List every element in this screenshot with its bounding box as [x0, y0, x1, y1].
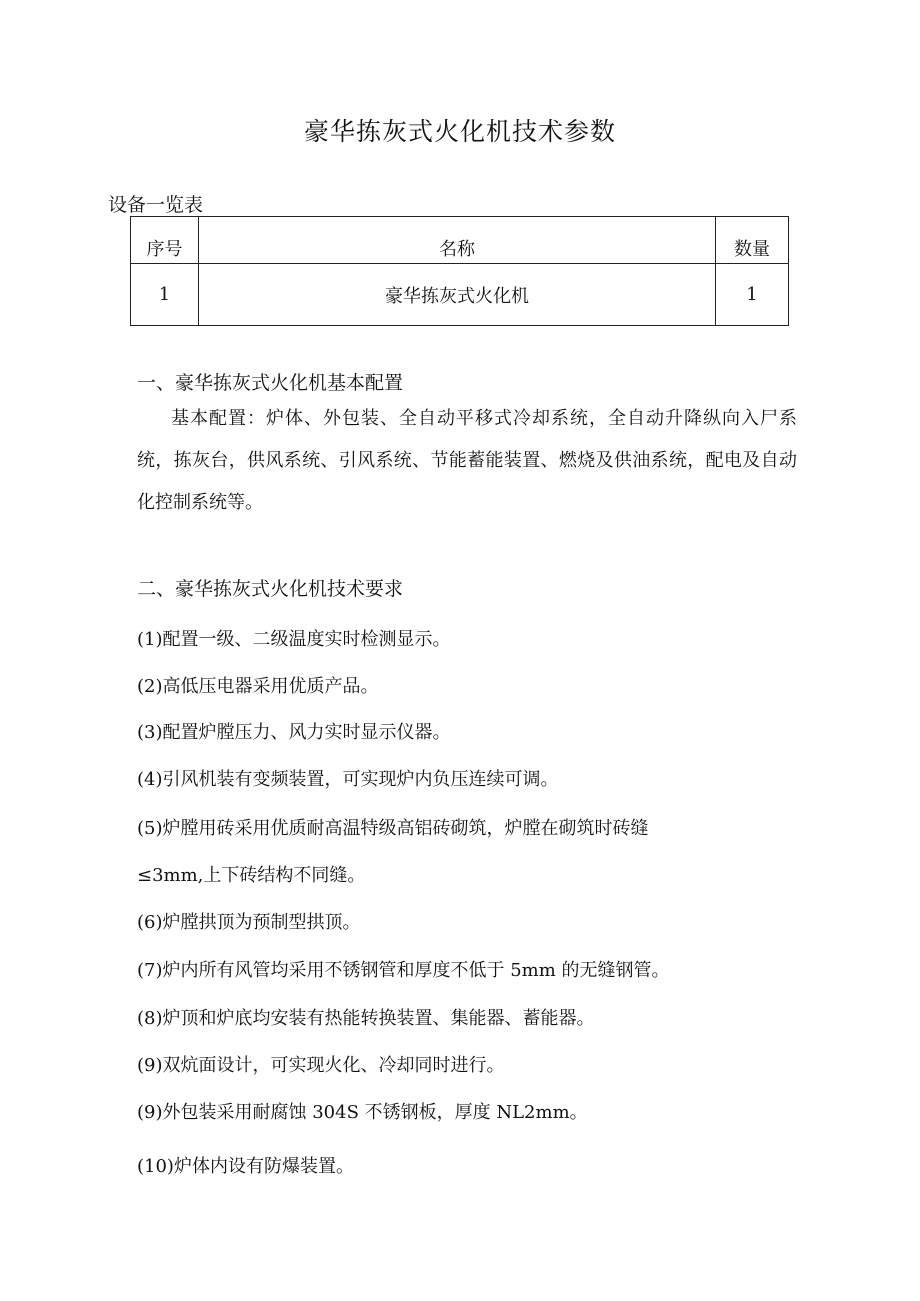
table-header-row	[131, 217, 789, 264]
cell-no: 1	[131, 264, 199, 326]
equipment-table	[130, 216, 789, 326]
requirement-item: (2)高低压电器采用优质产品。	[137, 676, 379, 697]
page-title: 豪华拣灰式火化机技术参数	[303, 117, 616, 146]
cell-qty: 1	[716, 264, 789, 326]
section1-heading: 一、豪华拣灰式火化机基本配置	[137, 372, 404, 394]
requirement-item: (1)配置一级、二级温度实时检测显示。	[137, 629, 451, 650]
requirement-item: (9)双炕面设计，可实现火化、冷却同时进行。	[137, 1055, 505, 1076]
header-no: 序号	[131, 217, 199, 264]
section2-heading: 二、豪华拣灰式火化机技术要求	[137, 578, 404, 600]
requirement-item: (4)引风机装有变频装置，可实现炉内负压连续可调。	[137, 769, 559, 790]
requirement-item: (3)配置炉膛压力、风力实时显示仪器。	[137, 722, 451, 743]
section1-paragraph: 基本配置：炉体、外包装、全自动平移式冷却系统，全自动升降纵向入尸系统，拣灰台，供风系统、引风系统、节能蓄能装置、燃烧及供油系统，配电及自动化控制系统等。	[137, 408, 797, 513]
requirement-item: (9)外包装采用耐腐蚀 304S 不锈钢板，厚度 NL2mm。	[137, 1102, 588, 1123]
table-row	[131, 264, 789, 326]
cell-name: 豪华拣灰式火化机	[199, 264, 716, 326]
requirement-item: (7)炉内所有风管均采用不锈钢管和厚度不低于 5mm 的无缝钢管。	[137, 960, 670, 981]
requirement-item: (8)炉顶和炉底均安装有热能转换装置、集能器、蓄能器。	[137, 1008, 595, 1029]
requirement-item: (10)炉体内设有防爆装置。	[137, 1156, 354, 1177]
requirement-item: ≤3mm,上下砖结构不同缝。	[137, 865, 366, 886]
header-name: 名称	[199, 217, 716, 264]
requirement-item: (5)炉膛用砖采用优质耐高温特级高铝砖砌筑，炉膛在砌筑时砖缝	[137, 818, 649, 839]
requirement-item: (6)炉膛拱顶为预制型拱顶。	[137, 912, 361, 933]
header-qty: 数量	[716, 217, 789, 264]
table-caption: 设备一览表	[108, 194, 204, 216]
